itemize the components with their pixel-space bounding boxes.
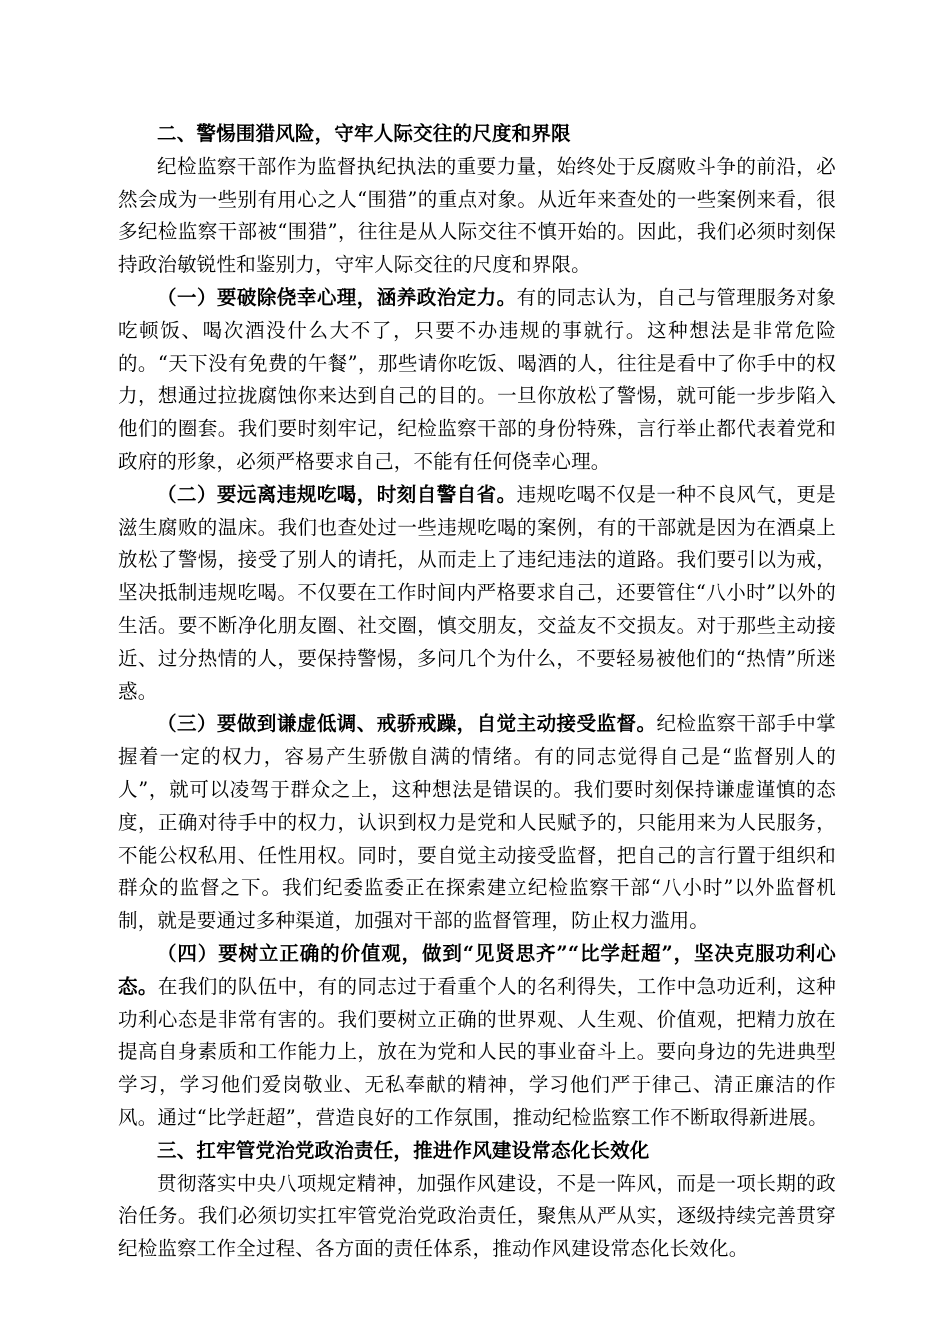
item-lead-1: （一）要破除侥幸心理，涵养政治定力。 <box>157 285 517 309</box>
section-intro-paragraph: 纪检监察干部作为监督执纪执法的重要力量，始终处于反腐败斗争的前沿，必然会成为一些别有用心之人“围猎”的重点对象。从近年来查处的一些案例来看，很多纪检监察干部被“围猎”，往往是从人际交往不慎开始的。因此，我们必须时刻保持政治敏锐性和鉴别力，守牢人际交往的尺度和界限。 <box>118 154 836 277</box>
section-heading: 二、警惕围猎风险，守牢人际交往的尺度和界限 <box>157 122 571 145</box>
item-paragraph-4 <box>118 938 836 1135</box>
item-lead-4: （四）要树立正确的价值观，做到“见贤思齐”“比学赶超”，坚决克服功利心态。 <box>118 941 836 998</box>
item-body-3: 纪检监察干部手中掌握着一定的权力，容易产生骄傲自满的情绪。有的同志觉得自己是“监督别人的人”，就可以凌驾于群众之上，这种想法是错误的。我们要时刻保持谦虚谨慎的态度，正确对待手中的权力，认识到权力是党和人民赋予的，只能用来为人民服务，不能公权私用、任性用权。同时，要自觉主动接受监督，把自己的言行置于组织和群众的监督之下。我们纪委监委正在探索建立纪检监察干部“八小时”以外监督机制，就是要通过多种渠道，加强对干部的监督管理，防止权力滥用。 <box>118 712 836 933</box>
item-paragraph-2 <box>118 479 836 709</box>
document-page <box>118 118 836 1266</box>
item-body-4: 在我们的队伍中，有的同志过于看重个人的名利得失，工作中急功近利，这种功利心态是非常有害的。我们要树立正确的世界观、人生观、价值观，把精力放在提高自身素质和工作能力上，放在为党和人民的事业奋斗上。要向身边的先进典型学习，学习他们爱岗敬业、无私奉献的精神，学习他们严于律己、清正廉洁的作风。通过“比学赶超”，营造良好的工作氛围，推动纪检监察工作不断取得新进展。 <box>118 974 836 1129</box>
item-body-1: 有的同志认为，自己与管理服务对象吃顿饭、喝次酒没什么大不了，只要不办违规的事就行。这种想法是非常危险的。“天下没有免费的午餐”，那些请你吃饭、喝酒的人，往往是看中了你手中的权力，想通过拉拢腐蚀你来达到自己的目的。一旦你放松了警惕，就可能一步步陷入他们的圈套。我们要时刻牢记，纪检监察干部的身份特殊，言行举止都代表着党和政府的形象，必须严格要求自己，不能有任何侥幸心理。 <box>118 285 837 473</box>
section-heading-3: 三、扛牢管党治党政治责任，推进作风建设常态化长效化 <box>157 1138 650 1162</box>
item-lead-2: （二）要远离违规吃喝，时刻自警自省。 <box>157 482 517 506</box>
item-paragraph-3 <box>118 708 836 938</box>
item-lead-3: （三）要做到谦虚低调、戒骄戒躁，自觉主动接受监督。 <box>157 712 657 736</box>
section-3-intro-paragraph: 贯彻落实中央八项规定精神，加强作风建设，不是一阵风，而是一项长期的政治任务。我们必须切实扛牢管党治党政治责任，聚焦从严从实，逐级持续完善贯穿纪检监察工作全过程、各方面的责任体系，推动作风建设常态化长效化。 <box>118 1171 836 1261</box>
item-body-2: 违规吃喝不仅是一种不良风气，更是滋生腐败的温床。我们也查处过一些违规吃喝的案例，有的干部就是因为在酒桌上放松了警惕，接受了别人的请托，从而走上了违纪违法的道路。我们要引以为戒，坚决抵制违规吃喝。不仅要在工作时间内严格要求自己，还要管住“八小时”以外的生活。要不断净化朋友圈、社交圈，慎交朋友，交益友不交损友。对于那些主动接近、过分热情的人，要保持警惕，多问几个为什么，不要轻易被他们的“热情”所迷惑。 <box>118 482 837 703</box>
item-paragraph-1 <box>118 282 836 479</box>
